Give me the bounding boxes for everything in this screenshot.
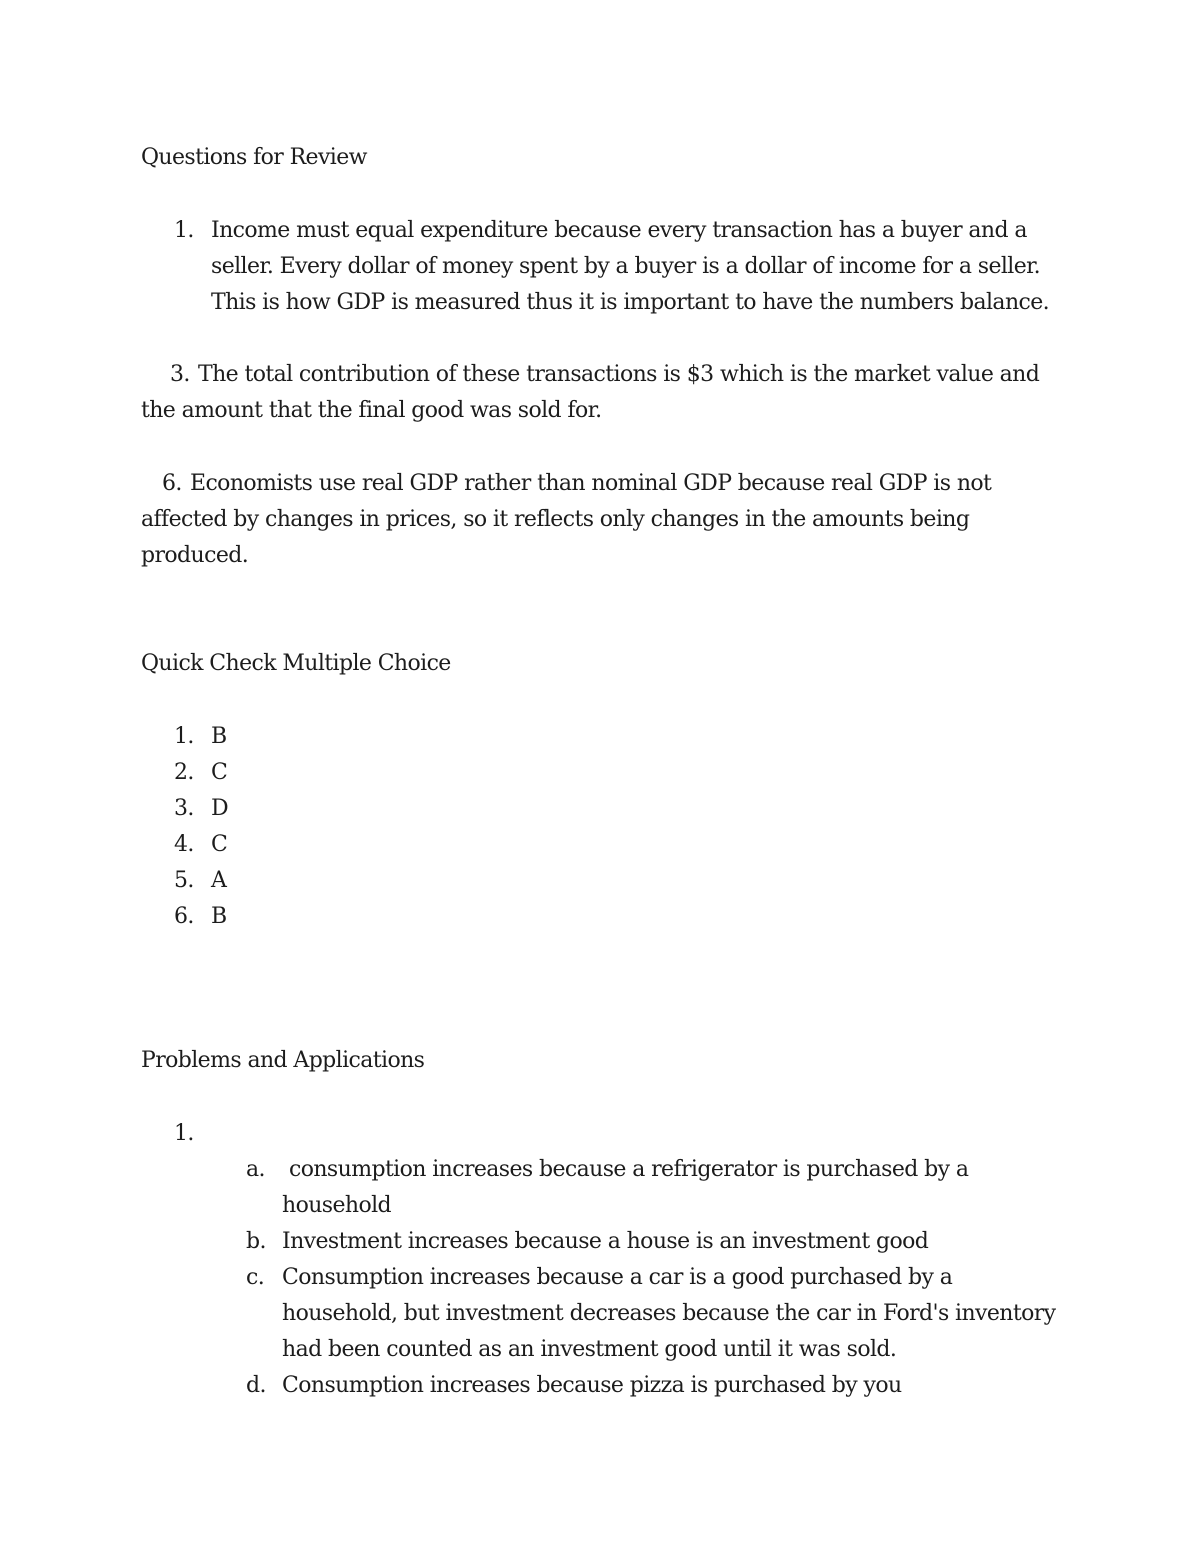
problem-1-part-d-line-1: Consumption increases because pizza is purchased by you <box>282 1373 902 1398</box>
problem-1-part-b-line-1: Investment increases because a house is an investment good <box>282 1229 929 1254</box>
problem-1-part-c-letter: c. <box>246 1265 265 1290</box>
question-6-line-3: produced. <box>141 543 249 568</box>
question-6-number: 6. <box>162 471 182 496</box>
quick-check-answer: C <box>211 760 228 785</box>
quick-check-number: 5. <box>174 868 194 893</box>
quick-check-answer: C <box>211 832 228 857</box>
section-heading-quick-check: Quick Check Multiple Choice <box>141 651 451 676</box>
question-1-line-3: This is how GDP is measured thus it is important to have the numbers balance. <box>211 290 1050 315</box>
quick-check-number: 1. <box>174 724 194 749</box>
question-1-line-2: seller. Every dollar of money spent by a buyer is a dollar of income for a seller. <box>211 254 1041 279</box>
problem-1-part-c-line-3: had been counted as an investment good until it was sold. <box>282 1337 897 1362</box>
question-6-line-2: affected by changes in prices, so it reflects only changes in the amounts being <box>141 507 970 532</box>
problem-1-number: 1. <box>174 1121 194 1146</box>
quick-check-answer: B <box>211 904 227 929</box>
question-3-line-2: the amount that the final good was sold for. <box>141 398 602 423</box>
problem-1-part-a-letter: a. <box>246 1157 265 1182</box>
problem-1-part-c-line-2: household, but investment decreases because the car in Ford's inventory <box>282 1301 1056 1326</box>
quick-check-number: 2. <box>174 760 194 785</box>
question-1-number: 1. <box>174 218 194 243</box>
problem-1-part-d-letter: d. <box>246 1373 266 1398</box>
problem-1-part-a-line-1: consumption increases because a refrigerator is purchased by a <box>289 1157 969 1182</box>
problem-1-part-b-letter: b. <box>246 1229 266 1254</box>
quick-check-number: 3. <box>174 796 194 821</box>
quick-check-number: 4. <box>174 832 194 857</box>
problem-1-part-a-line-2: household <box>282 1193 392 1218</box>
question-3-line-1: The total contribution of these transactions is $3 which is the market value and <box>198 362 1040 387</box>
question-3-number: 3. <box>170 362 190 387</box>
quick-check-answer: D <box>211 796 229 821</box>
section-heading-questions-for-review: Questions for Review <box>141 145 367 170</box>
question-6-line-1: Economists use real GDP rather than nominal GDP because real GDP is not <box>190 471 992 496</box>
quick-check-answer: A <box>211 868 227 893</box>
section-heading-problems: Problems and Applications <box>141 1048 425 1073</box>
question-1-line-1: Income must equal expenditure because every transaction has a buyer and a <box>211 218 1027 243</box>
problem-1-part-c-line-1: Consumption increases because a car is a good purchased by a <box>282 1265 953 1290</box>
quick-check-number: 6. <box>174 904 194 929</box>
quick-check-answer: B <box>211 724 227 749</box>
